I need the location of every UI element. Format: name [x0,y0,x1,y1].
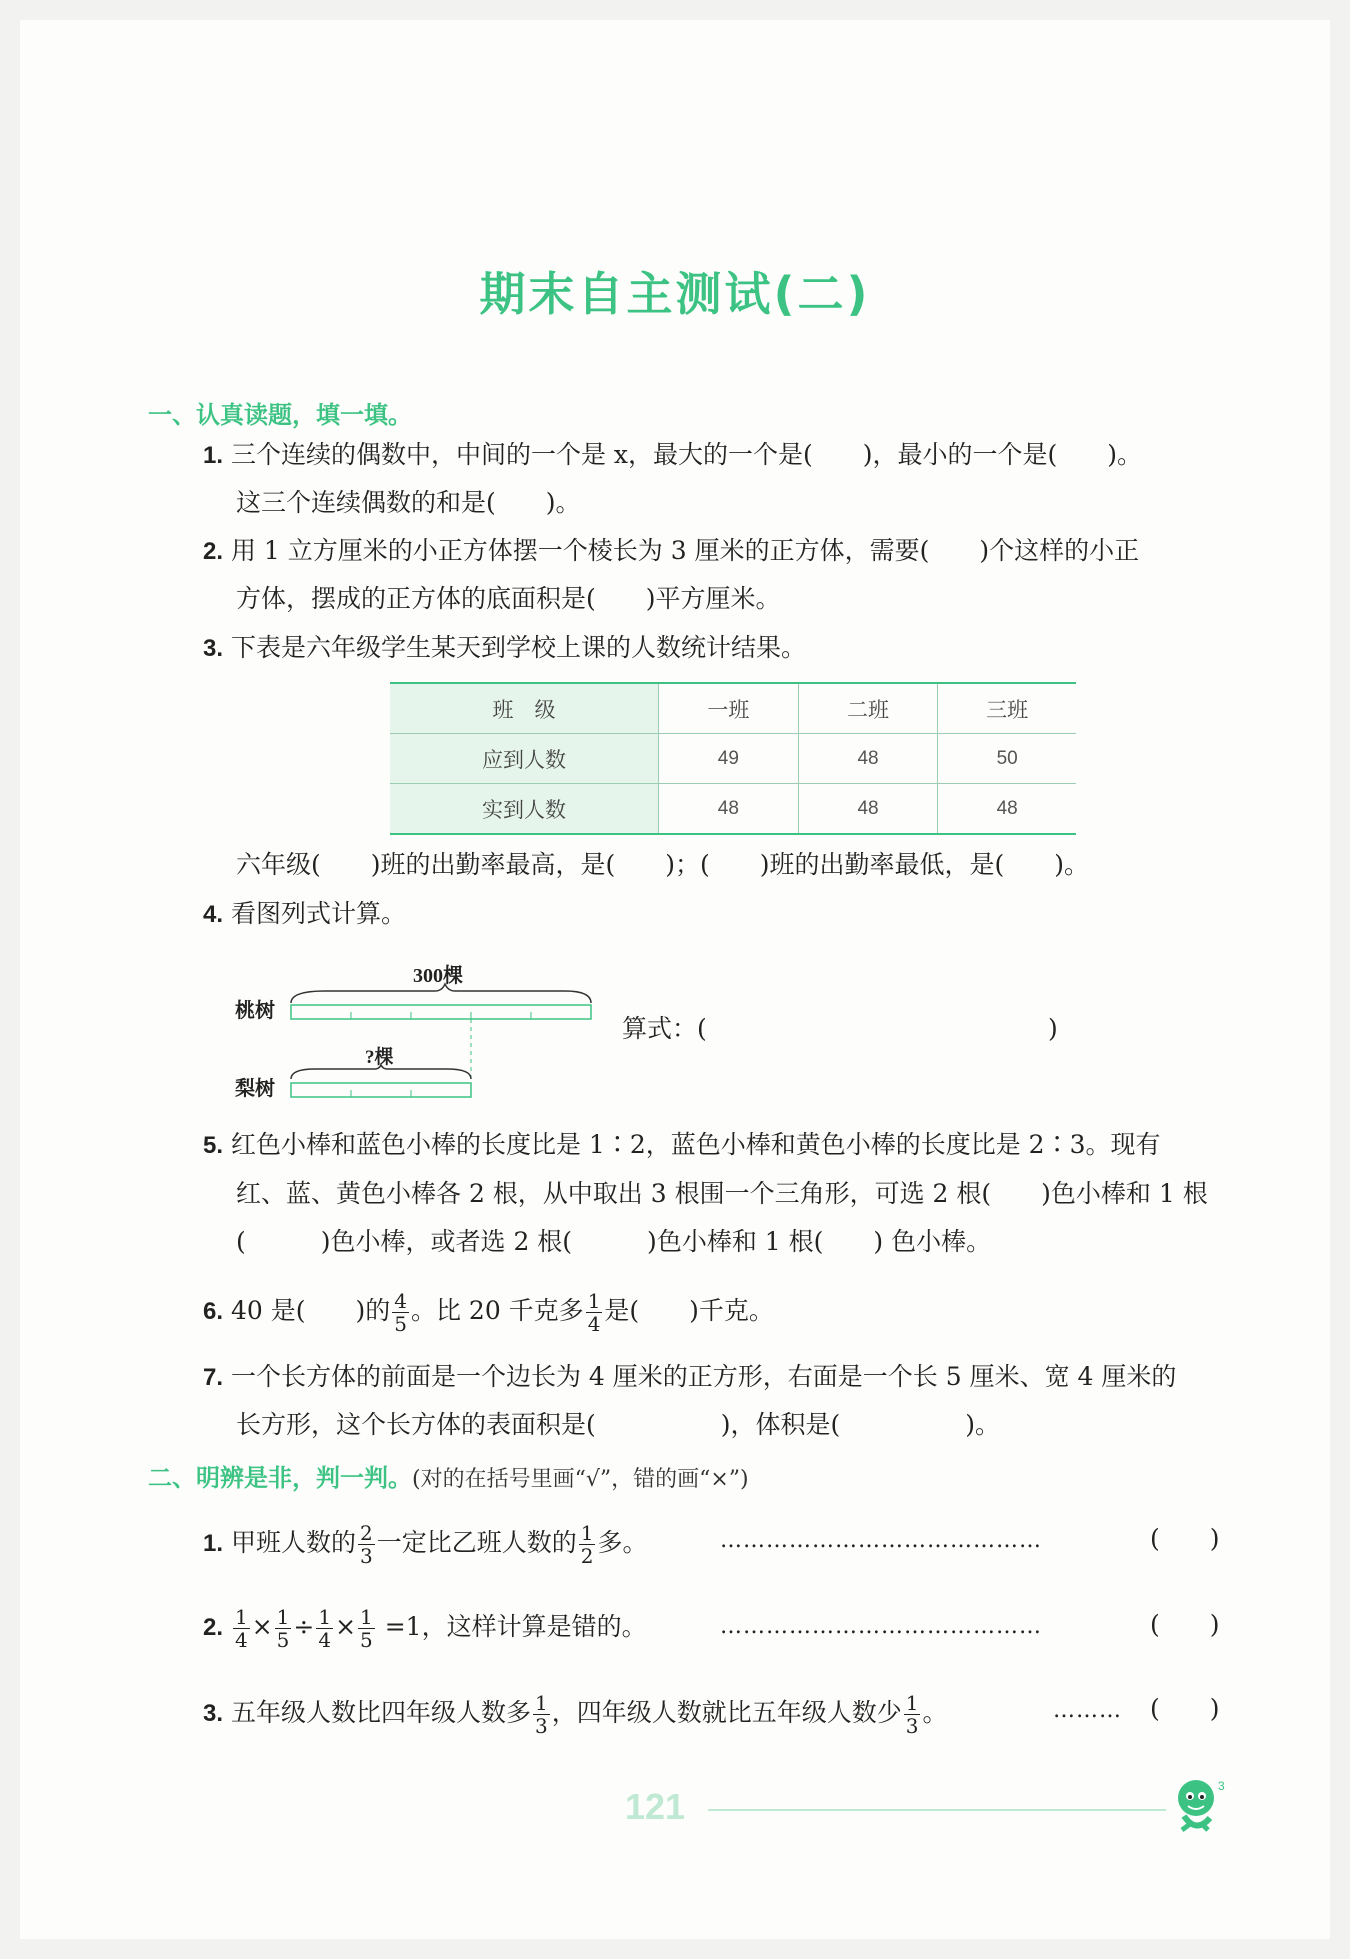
fraction-denominator: 2 [580,1544,594,1568]
judge-3-dots: ……… [1053,1698,1122,1723]
fraction-numerator: 1 [905,1691,919,1715]
q5-line2: 红、蓝、黄色小棒各 2 根，从中取出 3 根围一个三角形，可选 2 根( )色小棒和 1 根 [236,1179,1208,1208]
judge-2-number: 2. [203,1614,224,1641]
q3 [203,631,806,666]
fraction-numerator: 1 [360,1605,373,1629]
table-header-cell: 二班 [798,683,938,734]
table-cell: 48 [798,734,938,784]
diagram-row1-label: 桃树 [235,1000,275,1022]
table-cell: 48 [798,784,938,835]
q7 [203,1360,1176,1395]
table-header-row [390,683,1076,734]
diagram-row2-label: 梨树 [235,1078,275,1100]
table-row [390,784,1076,835]
section2-note: (对的在括号里画“√”，错的画“×”) [412,1467,749,1492]
q7-number: 7. [203,1364,224,1391]
operator: × [251,1612,273,1641]
judge-2-rest: =1，这样计算是错的。 [384,1612,647,1641]
q7-line2: 长方形，这个长方体的表面积是( )，体积是( )。 [236,1410,1001,1439]
fraction-numerator: 1 [580,1521,594,1545]
q2-number: 2. [203,538,224,565]
judge-3-part2: ，四年级人数就比五年级人数少 [551,1698,902,1727]
diagram-mid-label: ?棵 [365,1047,394,1068]
judge-1-answer-paren[interactable]: ( ) [1150,1524,1220,1553]
q1-line1: 三个连续的偶数中，中间的一个是 x，最大的一个是( )，最小的一个是( )。 [230,440,1143,469]
table-cell: 实到人数 [390,784,659,835]
attendance-table [390,682,1076,835]
table-cell: 50 [938,734,1076,784]
diagram-top-label: 300棵 [413,965,463,987]
fraction [392,1290,409,1335]
judge-1 [203,1522,647,1567]
judge-3-number: 3. [203,1700,224,1727]
q1-number: 1. [203,442,224,469]
fraction [586,1290,603,1335]
svg-text:3: 3 [1218,1779,1225,1793]
q3-number: 3. [203,635,224,662]
fraction-denominator: 5 [276,1628,290,1652]
q4-line1: 看图列式计算。 [230,899,406,928]
fraction-denominator: 4 [234,1628,248,1652]
q4-formula-close: ) [1048,1014,1058,1043]
fraction-numerator: 4 [394,1289,407,1313]
table-cell: 48 [659,784,799,835]
q7-line1: 一个长方体的前面是一个边长为 4 厘米的正方形，右面是一个长 5 厘米、宽 4 厘米的 [230,1362,1177,1391]
pear-bar [291,1083,471,1097]
q5-number: 5. [203,1132,224,1159]
fraction-denominator: 5 [360,1628,373,1652]
fraction-numerator: 1 [587,1289,601,1313]
q1 [203,438,1142,473]
fraction [358,1606,375,1651]
section2-heading-text: 二、明辨是非，判一判。 [148,1464,412,1492]
table-row [390,734,1076,784]
judge-1-part2: 一定比乙班人数的 [376,1528,577,1557]
q6-part3: 是( )千克。 [604,1296,774,1325]
fraction-numerator: 1 [534,1691,548,1715]
q4-number: 4. [203,901,224,928]
q4-formula-label: 算式：( [622,1014,707,1043]
page-number: 121 [625,1786,686,1827]
operator: × [335,1612,357,1641]
fraction-denominator: 4 [587,1312,601,1336]
table-cell: 48 [938,784,1076,835]
q2-line1: 用 1 立方厘米的小正方体摆一个棱长为 3 厘米的正方体，需要( )个这样的小正 [230,536,1140,565]
q3-line2: 六年级( )班的出勤率最高，是( )；( )班的出勤率最低，是( )。 [236,850,1090,879]
judge-2-answer-paren[interactable]: ( ) [1150,1610,1220,1639]
q2 [203,534,1139,569]
table-header-cell: 三班 [938,683,1076,734]
fraction [904,1692,921,1737]
q3-line1: 下表是六年级学生某天到学校上课的人数统计结果。 [230,633,806,662]
q6-part1: 40 是( )的 [230,1296,391,1325]
mascot-icon [1168,1772,1238,1840]
fraction [275,1606,292,1651]
q6 [203,1290,774,1335]
judge-3-answer-paren[interactable]: ( ) [1150,1694,1220,1723]
operator: ÷ [293,1612,315,1641]
table-cell: 49 [659,734,799,784]
fraction [316,1606,333,1651]
q5-line3: ( )色小棒，或者选 2 根( )色小棒和 1 根( ) 色小棒。 [236,1227,992,1256]
fraction-numerator: 1 [234,1605,248,1629]
page-title: 期末自主测试(二) [479,267,871,321]
q5-line1: 红色小棒和蓝色小棒的长度比是 1∶2，蓝色小棒和黄色小棒的长度比是 2∶3。现有 [230,1130,1161,1159]
section2-heading [148,1458,749,1493]
fraction [579,1522,596,1567]
fraction-numerator: 1 [318,1605,332,1629]
q6-number: 6. [203,1298,224,1325]
fraction-numerator: 2 [359,1521,373,1545]
judge-3-part3: 。 [922,1698,948,1727]
fraction [358,1522,375,1567]
section1-heading: 一、认真读题，填一填。 [148,401,412,429]
judge-1-dots: …………………………………… [720,1528,1042,1553]
table-header-cell: 班 级 [390,683,659,734]
judge-2 [203,1606,647,1651]
q5 [203,1128,1161,1163]
judge-1-part1: 甲班人数的 [230,1528,356,1557]
footer-rule [708,1809,1166,1811]
fraction [533,1692,550,1737]
judge-3 [203,1692,947,1737]
judge-2-dots: …………………………………… [720,1614,1042,1639]
q2-line2: 方体，摆成的正方体的底面积是( )平方厘米。 [236,584,781,613]
judge-1-part3: 多。 [597,1528,648,1557]
fraction-denominator: 5 [394,1312,407,1336]
fraction-denominator: 4 [318,1628,332,1652]
table-header-cell: 一班 [659,683,799,734]
line-segment-diagram [225,955,605,1125]
peach-bar [291,1005,591,1019]
judge-3-part1: 五年级人数比四年级人数多 [230,1698,531,1727]
fraction-denominator: 3 [534,1714,548,1738]
q6-part2: 。比 20 千克多 [410,1296,584,1325]
fraction-denominator: 3 [905,1714,919,1738]
q4 [203,897,406,932]
judge-1-number: 1. [203,1530,224,1557]
table-cell: 应到人数 [390,734,659,784]
fraction [233,1606,250,1651]
q1-line2: 这三个连续偶数的和是( )。 [236,488,581,517]
fraction-numerator: 1 [276,1605,290,1629]
fraction-denominator: 3 [359,1544,373,1568]
